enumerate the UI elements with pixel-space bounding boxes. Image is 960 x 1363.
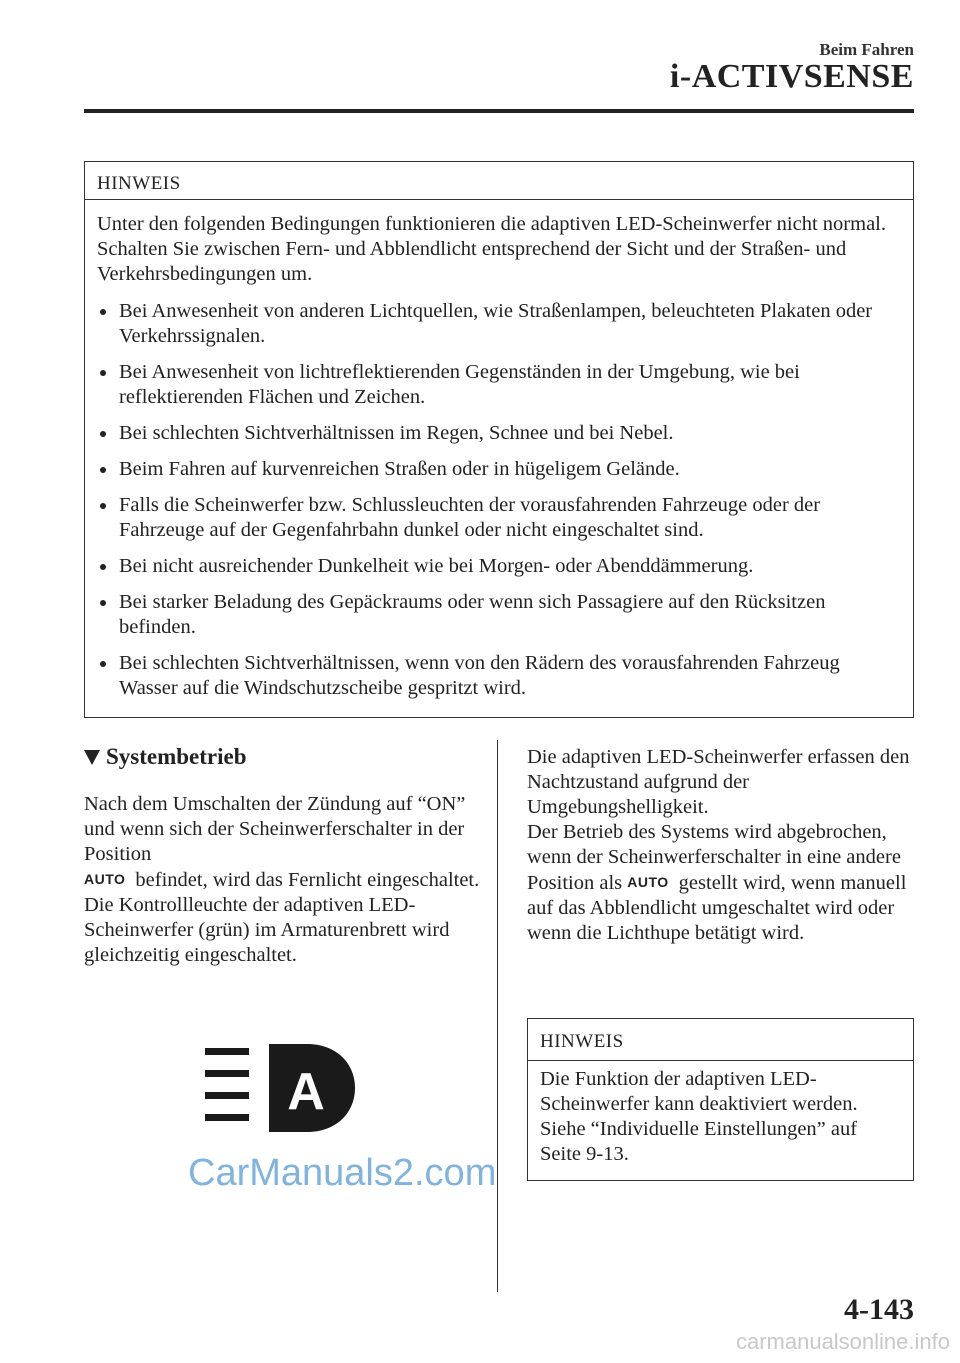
section-header: Beim Fahren	[819, 40, 914, 59]
list-item: Bei starker Beladung des Gepäckraums oder wenn sich Passagiere auf den Rücksitzen befinden.	[97, 590, 899, 640]
list-item: Bei schlechten Sichtverhältnissen, wenn von den Rädern des vorausfahrenden Fahrzeug Wasser auf die Windschutzscheibe gespritzt wird.	[97, 651, 899, 701]
auto-switch-icon: AUTO	[84, 871, 126, 887]
note-body	[85, 200, 913, 722]
page-title: i-ACTIVSENSE	[669, 58, 914, 95]
auto-switch-icon: AUTO	[627, 874, 669, 890]
headlight-auto-indicator-icon	[205, 1040, 365, 1140]
text-part: befindet, wird das Fernlicht eingeschaltet. Die Kontrollleuchte der adaptiven LED-Scheinwerfer (grün) im Armaturenbrett wird gleichzeitig eingeschaltet.	[84, 869, 480, 966]
text-part: gestellt wird, wenn manuell auf das Abblendlicht umgeschaltet wird oder wenn die Lichthupe betätigt wird.	[527, 872, 907, 944]
list-item: Falls die Scheinwerfer bzw. Schlussleuchten der vorausfahrenden Fahrzeuge oder der Fahrzeuge auf der Gegenfahrbahn dunkel oder nicht eingeschaltet sind.	[97, 493, 899, 543]
watermark: CarManuals2.com	[188, 1152, 497, 1194]
triangle-down-icon	[84, 750, 100, 765]
list-item: Bei schlechten Sichtverhältnissen im Regen, Schnee und bei Nebel.	[97, 421, 899, 446]
footer-site: carmanualsonline.info	[735, 1329, 950, 1354]
note-box-deactivation	[527, 1018, 914, 1181]
column-divider	[497, 740, 498, 1292]
note-label: HINWEIS	[528, 1019, 913, 1061]
note-body: Die Funktion der adaptiven LED-Scheinwerfer kann deaktiviert werden. Siehe “Individuelle Einstellungen” auf Seite 9-13.	[540, 1068, 858, 1165]
list-item: Bei Anwesenheit von lichtreflektierenden Gegenständen in der Umgebung, wie bei reflektierenden Flächen und Zeichen.	[97, 360, 899, 410]
list-item: Bei Anwesenheit von anderen Lichtquellen, wie Straßenlampen, beleuchteten Plakaten oder Verkehrssignalen.	[97, 299, 899, 349]
list-item: Bei nicht ausreichender Dunkelheit wie bei Morgen- oder Abenddämmerung.	[97, 554, 899, 579]
indicator-letter: A	[287, 1063, 325, 1121]
cancel-text	[527, 820, 917, 946]
left-column	[84, 740, 480, 968]
right-column	[527, 745, 917, 946]
detection-text: Die adaptiven LED-Scheinwerfer erfassen den Nachtzustand aufgrund der Umgebungshelligkeit.	[527, 746, 910, 818]
page-number: 4-143	[844, 1293, 914, 1326]
note-label: HINWEIS	[85, 162, 913, 200]
note-intro: Unter den folgenden Bedingungen funktionieren die adaptiven LED-Scheinwerfer nicht normal. Schalten Sie zwischen Fern- und Abblendlicht entsprechend der Sicht und der Straßen- und Verkehrsbedingungen um.	[97, 213, 886, 285]
text-part: Der Betrieb des Systems wird abgebrochen, wenn der Scheinwerferschalter in eine andere Position als	[527, 821, 901, 894]
list-item: Beim Fahren auf kurvenreichen Straßen oder in hügeligem Gelände.	[97, 457, 899, 482]
section-heading	[84, 744, 480, 770]
system-operation-text	[84, 792, 480, 968]
section-heading-text: Systembetrieb	[106, 744, 247, 769]
header-rule	[84, 109, 914, 113]
condition-list	[97, 299, 899, 701]
note-box-conditions	[84, 161, 914, 718]
text-part: Nach dem Umschalten der Zündung auf “ON” und wenn sich der Scheinwerferschalter in der Position	[84, 793, 466, 865]
